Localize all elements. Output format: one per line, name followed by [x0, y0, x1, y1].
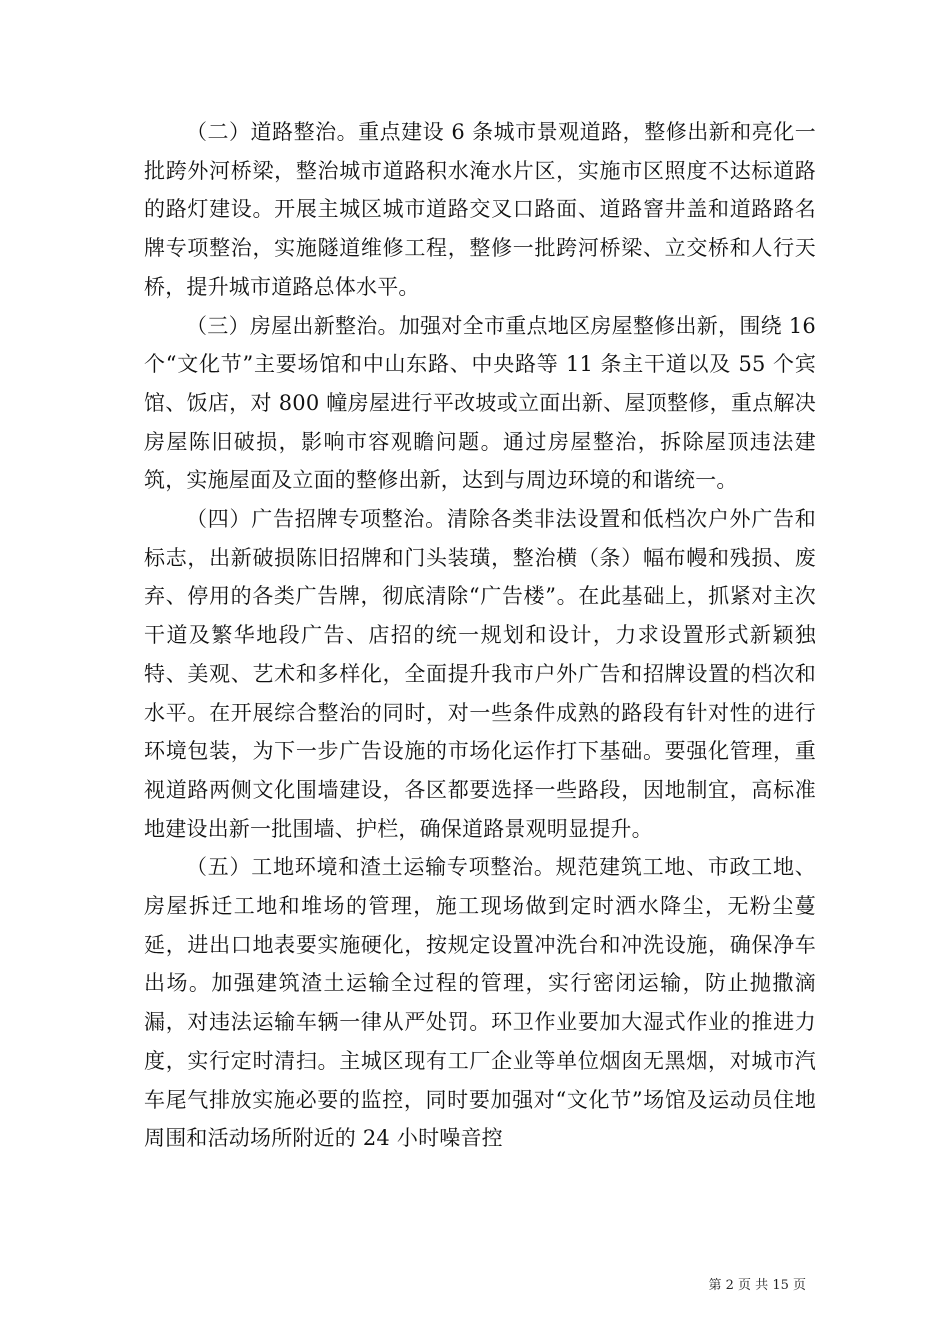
page-number-footer: 第 2 页 共 15 页 [708, 1278, 806, 1293]
paragraph-construction-site: （五）工地环境和渣土运输专项整治。规范建筑工地、市政工地、房屋拆迁工地和堆场的管理，施工现场做到定时洒水降尘，无粉尘蔓延，进出口地表要实施硬化，按规定设置冲洗台和冲洗设施，确保净车出场。加强建筑渣土运输全过程的管理，实行密闭运输，防止抛撒滴漏，对违法运输车辆一律从严处罚。环卫作业要加大湿式作业的推进力度，实行定时清扫。主城区现有工厂企业等单位烟囱无黑烟，对城市汽车尾气排放实施必要的监控，同时要加强对“文化节”场馆及运动员住地周围和活动场所附近的 24 小时噪音控 [144, 855, 816, 1151]
paragraph-road-renovation: （二）道路整治。重点建设 6 条城市景观道路，整修出新和亮化一批跨外河桥梁，整治城市道路积水淹水片区，实施市区照度不达标道路的路灯建设。开展主城区城市道路交叉口路面、道路窨井盖和道路路名牌专项整治，实施隧道维修工程，整修一批跨河桥梁、立交桥和人行天桥，提升城市道路总体水平。 [144, 120, 816, 299]
paragraph-building-renovation: （三）房屋出新整治。加强对全市重点地区房屋整修出新，围绕 16 个“文化节”主要场馆和中山东路、中央路等 11 条主干道以及 55 个宾馆、饭店，对 800 幢房屋进行平改坡或立面出新、屋顶整修，重点解决房屋陈旧破损，影响市容观瞻问题。通过房屋整治，拆除屋顶违法建筑，实施屋面及立面的整修出新，达到与周边环境的和谐统一。 [144, 313, 816, 493]
document-body [144, 113, 816, 1158]
paragraph-advertising-signage: （四）广告招牌专项整治。清除各类非法设置和低档次户外广告和标志，出新破损陈旧招牌和门头装璜，整治横（条）幅布幔和残损、废弃、停用的各类广告牌，彻底清除“广告楼”。在此基础上，抓紧对主次干道及繁华地段广告、店招的统一规划和设计，力求设置形式新颖独特、美观、艺术和多样化，全面提升我市户外广告和招牌设置的档次和水平。在开展综合整治的同时，对一些条件成熟的路段有针对性的进行环境包装，为下一步广告设施的市场化运作打下基础。要强化管理，重视道路两侧文化围墙建设，各区都要选择一些路段，因地制宜，高标准地建设出新一批围墙、护栏，确保道路景观明显提升。 [144, 507, 816, 841]
